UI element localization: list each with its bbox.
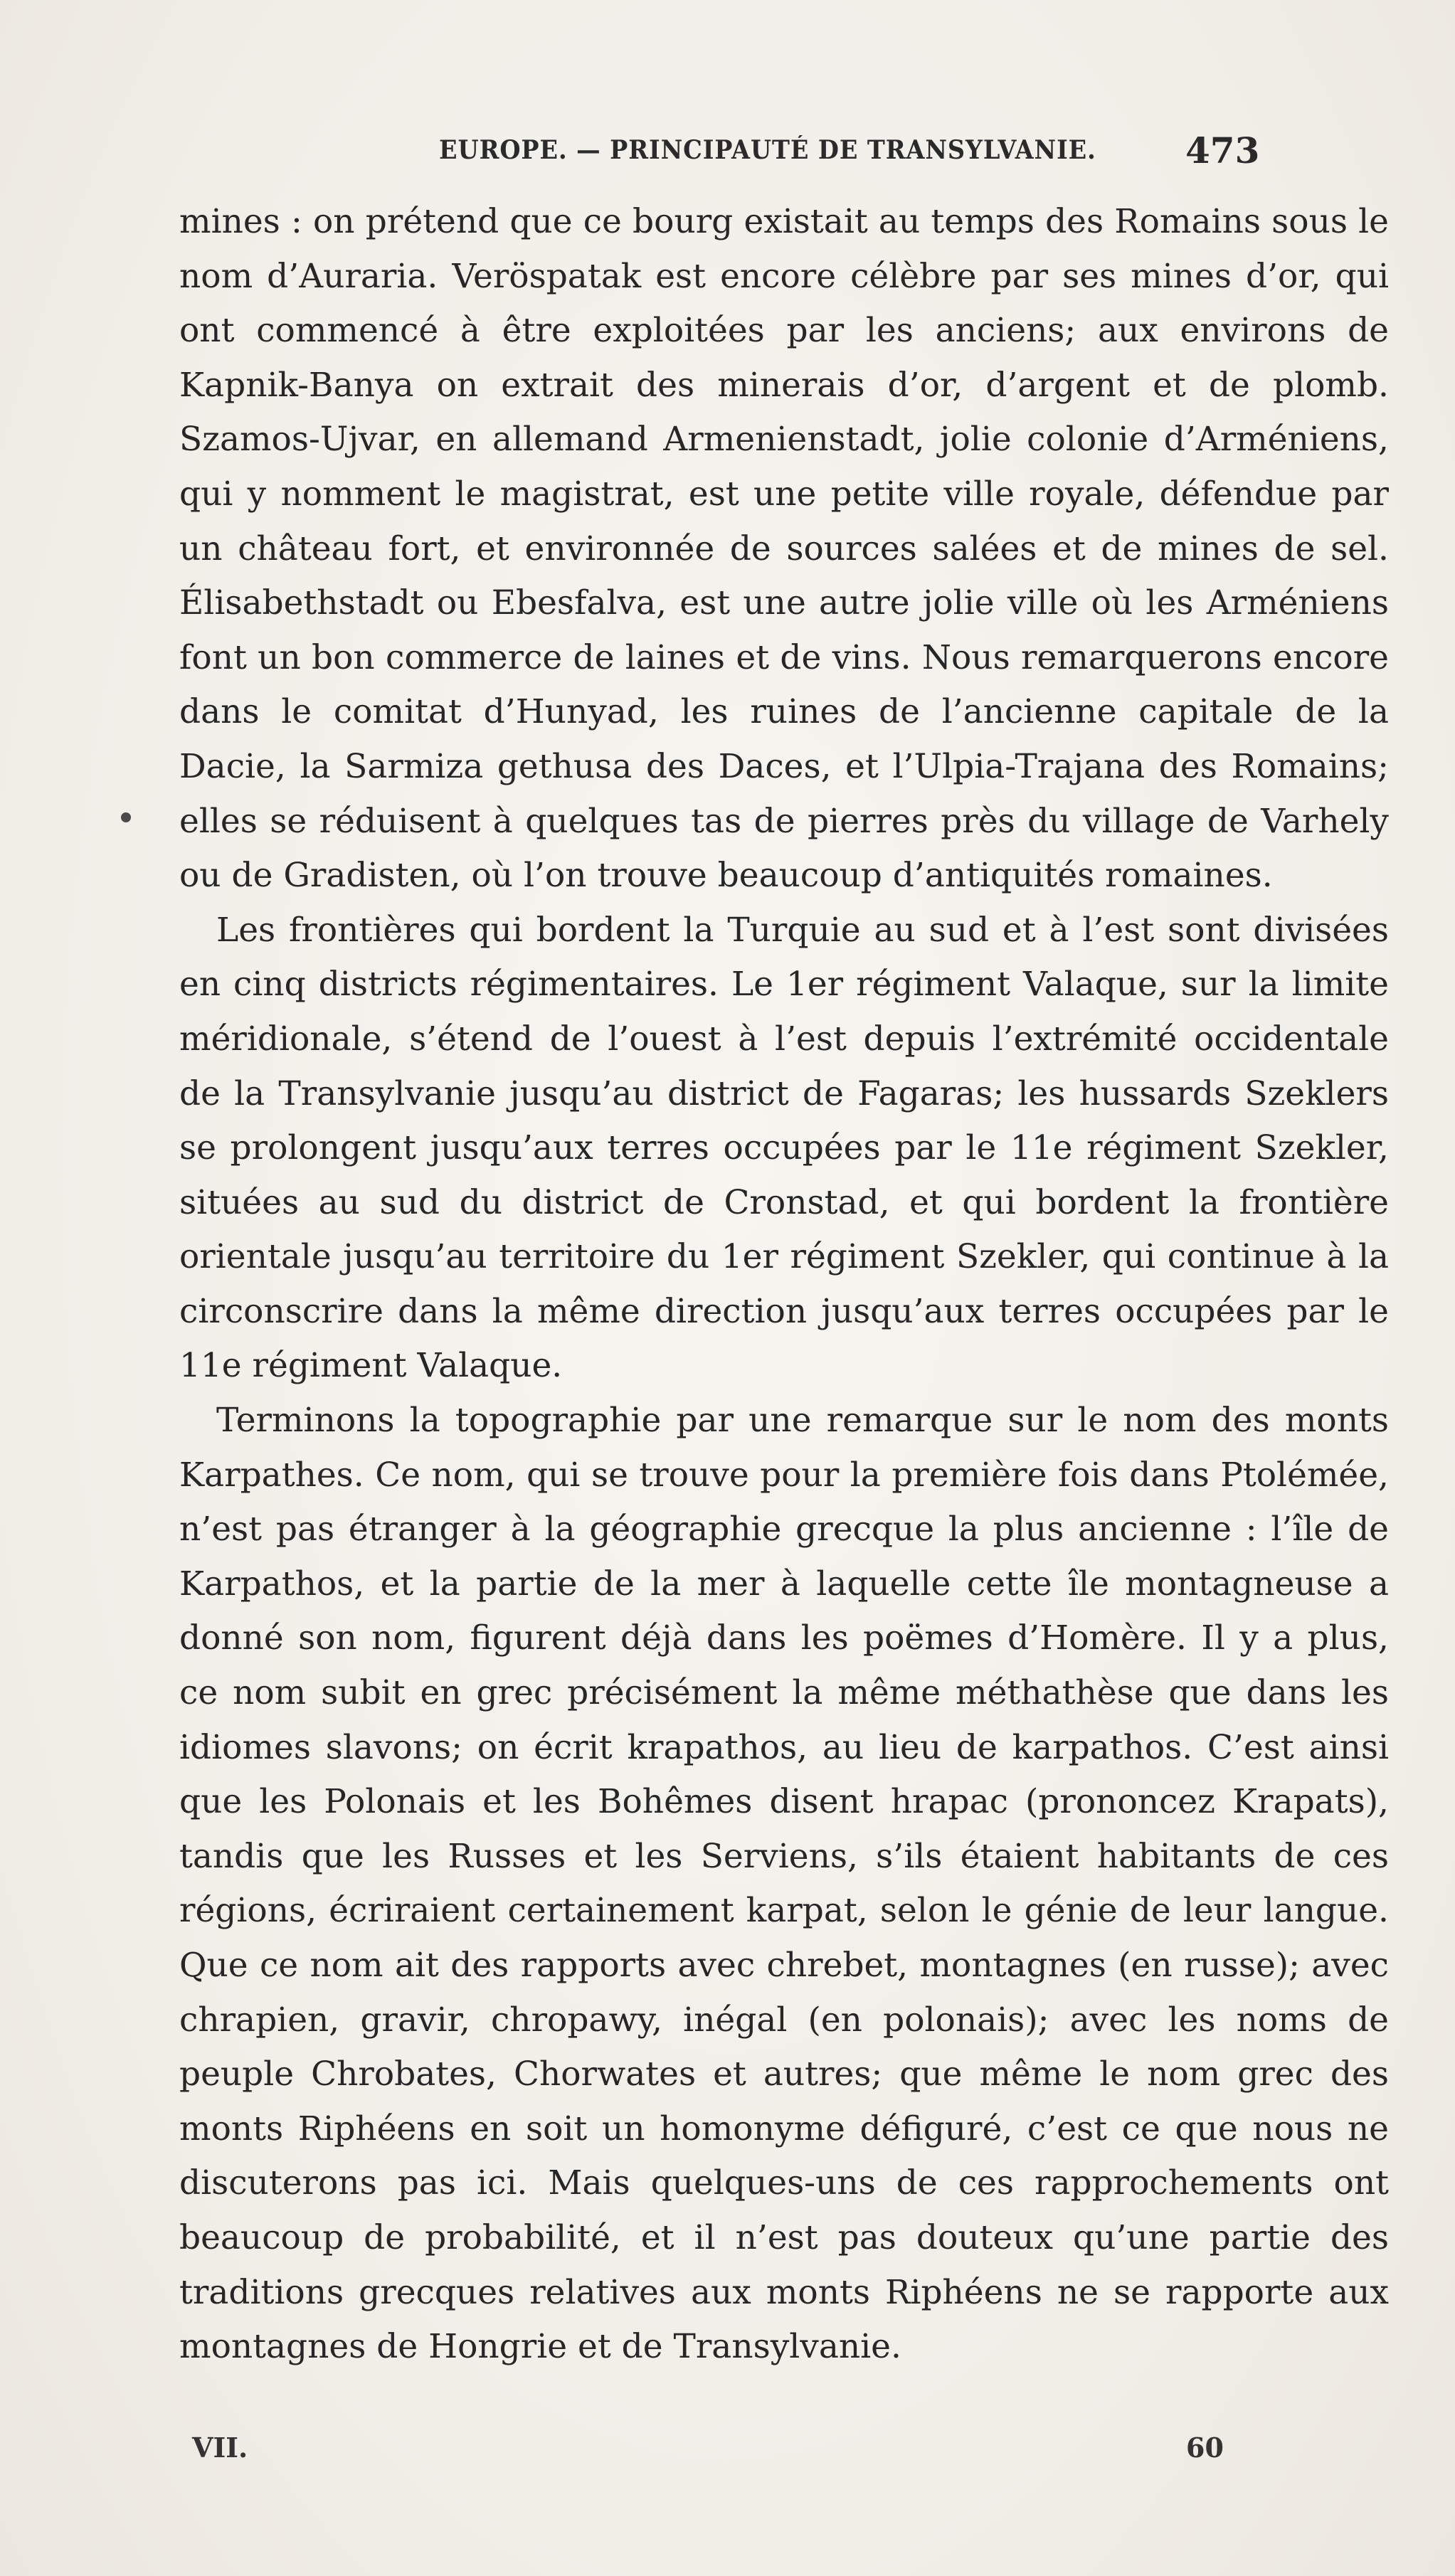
volume-mark: VII. <box>192 2432 248 2464</box>
paragraph-text: Terminons la topographie par une remarque sur le nom des monts Karpathes. Ce nom, qui se trouve pour la première fois dans Ptolémée, n’est pas étranger à la géographie grecque la plus ancienne : l’île de Karpathos, et la partie de la mer à laquelle cette île montagneuse a donné son nom, figurent déjà dans les poëmes d’Homère. Il y a plus, ce nom subit en grec précisément la même méthathèse que dans les idiomes slavons; on écrit krapathos, au lieu de karpathos. C’est ainsi que les Polonais et les Bohêmes disent hrapac (prononcez Krapats), tandis que les Russes et les Serviens, s’ils étaient habitants de ces régions, écriraient certainement karpat, selon le génie de leur langue. Que ce nom ait des rapports avec chrebet, montagnes (en russe); avec chrapien, gravir, chropawy, inégal (en polonais); avec les noms de peuple Chrobates, Chorwates et autres; que même le nom grec des monts Riphéens en soit un homonyme défiguré, c’est ce que nous ne discuterons pas ici. Mais quelques-uns de ces rapprochements ont beaucoup de probabilité, et il n’est pas douteux qu’une partie des traditions grecques relatives aux monts Riphéens ne se rapporte aux montagnes de Hongrie et de Transylvanie. <box>179 1401 1389 2367</box>
paragraph-text: Les frontières qui bordent la Turquie au sud et à l’est sont divisées en cinq districts régimentaires. Le 1er régiment Valaque, sur la limite méridionale, s’étend de l’ouest à l’est depuis l’extrémité occidentale de la Transylvanie jusqu’au district de Fagaras; les hussards Szeklers se prolongent jusqu’aux terres occupées par le 11e régiment Szekler, situées au sud du district de Cronstad, et qui bordent la frontière orientale jusqu’au territoire du 1er régiment Szekler, qui continue à la circonscrire dans la même direction jusqu’aux terres occupées par le 11e régiment Valaque. <box>179 910 1389 1386</box>
body-text <box>179 195 1389 2375</box>
running-title: EUROPE. — PRINCIPAUTÉ DE TRANSYLVANIE. <box>439 135 1096 165</box>
page-header <box>179 129 1389 178</box>
paragraph-text: mines : on prétend que ce bourg existait au temps des Romains sous le nom d’Auraria. Veröspatak est encore célèbre par ses mines d’or, qui ont commencé à être exploitées par les anciens; aux environs de Kapnik-Banya on extrait des minerais d’or, d’argent et de plomb. Szamos-Ujvar, en allemand Armenienstadt, jolie colonie d’Arméniens, qui y nomment le magistrat, est une petite ville royale, défendue par un château fort, et environnée de sources salées et de mines de sel. Élisabethstadt ou Ebesfalva, est une autre jolie ville où les Arméniens font un bon commerce de laines et de vins. Nous remarquerons encore dans le comitat d’Hunyad, les ruines de l’ancienne capitale de la Dacie, la Sarmiza gethusa des Daces, et l’Ulpia-Trajana des Romains; elles se réduisent à quelques tas de pierres près du village de Varhely ou de Gradisten, où l’on trouve beaucoup d’antiquités romaines. <box>179 202 1389 896</box>
paragraph-mines <box>179 195 1389 903</box>
page-footer <box>192 2432 1259 2474</box>
paragraph-karpathes <box>179 1394 1389 2375</box>
page-number: 473 <box>1185 129 1260 171</box>
margin-ink-dot <box>121 812 131 822</box>
paragraph-frontiers <box>179 903 1389 1394</box>
signature-mark: 60 <box>1186 2432 1224 2464</box>
